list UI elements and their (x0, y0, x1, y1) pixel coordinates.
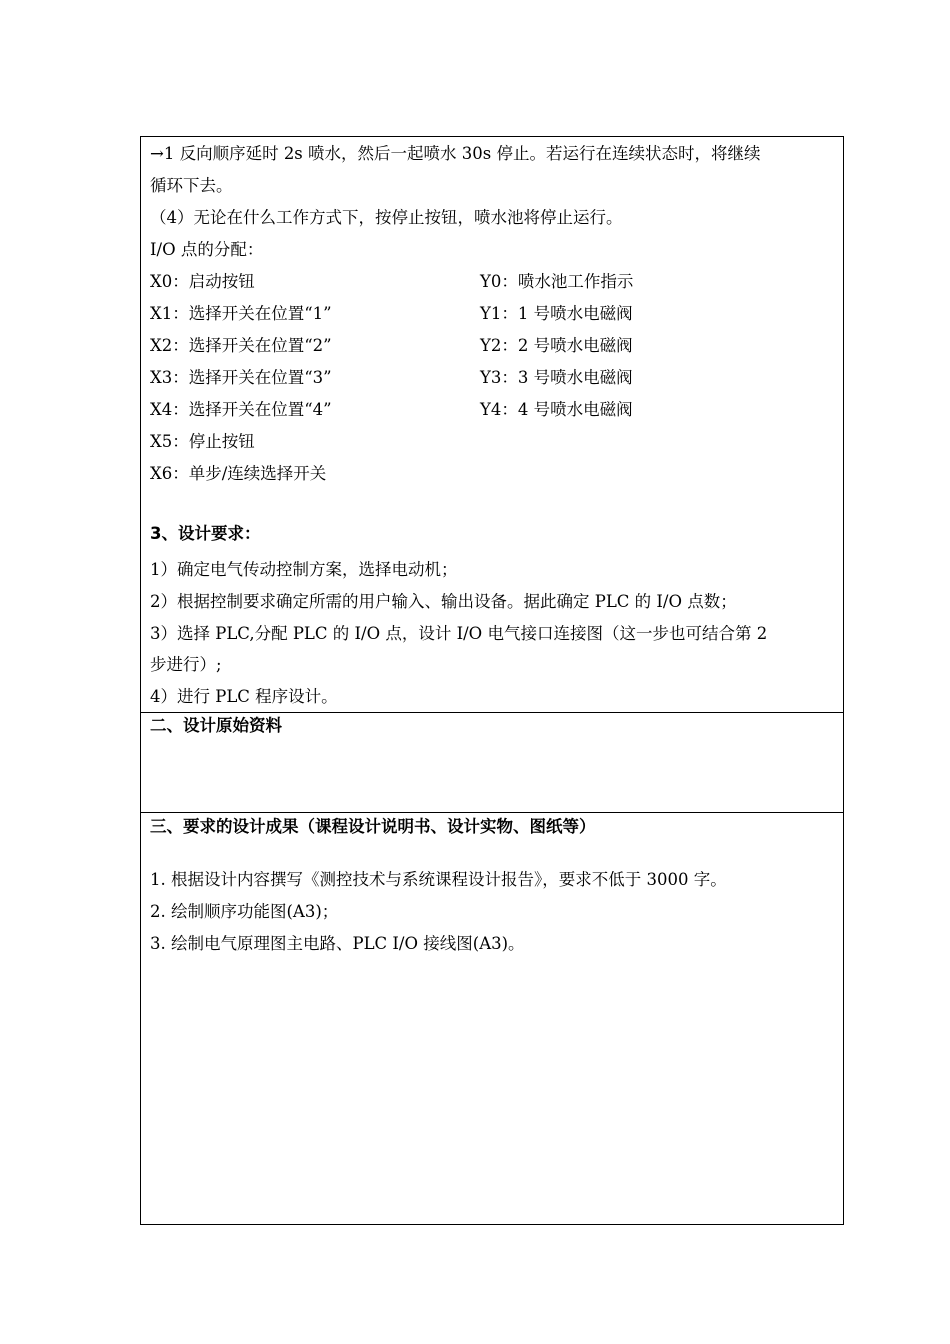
design-results-cell (141, 812, 843, 1224)
output-y2: Y2：2 号喷水电磁阀 (480, 336, 633, 355)
form-table (140, 136, 844, 1225)
input-x1: X1：选择开关在位置“1” (150, 304, 332, 323)
paragraph-line: →1 反向顺序延时 2s 喷水，然后一起喷水 30s 停止。若运行在连续状态时，将继续 (150, 144, 761, 163)
input-x3: X3：选择开关在位置“3” (150, 368, 332, 387)
result-item: 2. 绘制顺序功能图(A3)； (150, 902, 339, 921)
output-y3: Y3：3 号喷水电磁阀 (480, 368, 633, 387)
input-x0: X0：启动按钮 (150, 272, 255, 291)
output-y1: Y1：1 号喷水电磁阀 (480, 304, 633, 323)
input-x2: X2：选择开关在位置“2” (150, 336, 332, 355)
section-heading: 二、设计原始资料 (150, 716, 282, 735)
requirement-item: 1）确定电气传动控制方案，选择电动机； (150, 560, 458, 579)
input-x4: X4：选择开关在位置“4” (150, 400, 332, 419)
requirement-item: 3）选择 PLC,分配 PLC 的 I/O 点，设计 I/O 电气接口连接图（这一步也可结合第 2 (150, 624, 768, 643)
input-x5: X5：停止按钮 (150, 432, 255, 451)
result-item: 1. 根据设计内容撰写《测控技术与系统课程设计报告》，要求不低于 3000 字。 (150, 870, 727, 889)
requirements-heading: 3、设计要求： (150, 524, 261, 543)
requirement-item: 步进行）; (150, 655, 222, 674)
paragraph-line: 循环下去。 (150, 176, 233, 195)
input-x6: X6：单步/连续选择开关 (150, 464, 327, 483)
output-y4: Y4：4 号喷水电磁阀 (480, 400, 633, 419)
output-y0: Y0：喷水池工作指示 (480, 272, 634, 291)
design-content-cell (141, 137, 843, 712)
section-heading: 三、要求的设计成果（课程设计说明书、设计实物、图纸等） (150, 817, 596, 836)
original-materials-cell (141, 712, 843, 812)
io-assignment-title: I/O 点的分配： (150, 240, 264, 259)
result-item: 3. 绘制电气原理图主电路、PLC I/O 接线图(A3)。 (150, 934, 525, 953)
stop-rule-paragraph: （4）无论在什么工作方式下，按停止按钮，喷水池将停止运行。 (150, 208, 623, 227)
requirement-item: 2）根据控制要求确定所需的用户输入、输出设备。据此确定 PLC 的 I/O 点数； (150, 592, 737, 611)
requirement-item: 4）进行 PLC 程序设计。 (150, 687, 338, 706)
